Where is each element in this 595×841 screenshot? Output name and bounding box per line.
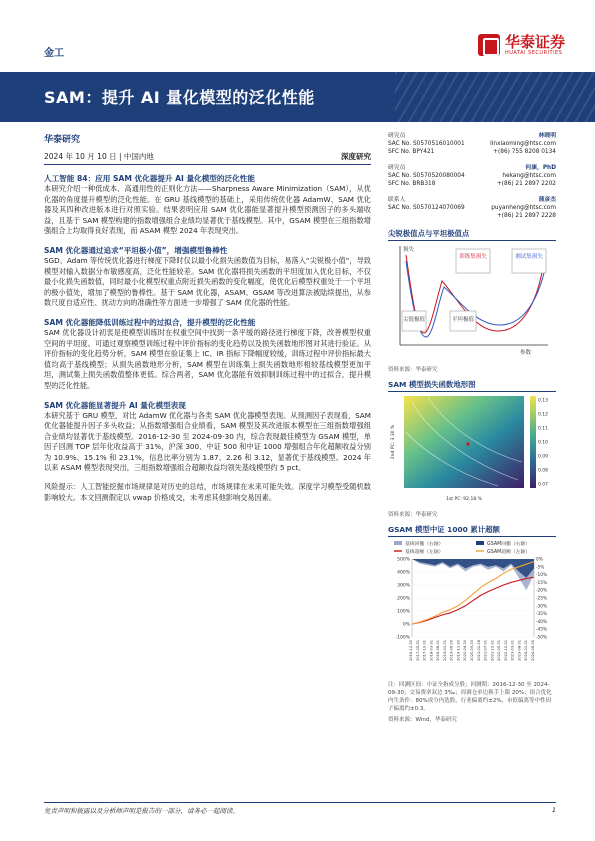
section-body: 本研究基于 GRU 模型，对比 AdamW 优化器与各类 SAM 优化器模型表现。从预测因子表现看，SAM 优化器能提升因子多头收益；从指数增强组合业绩看，SAM 模型及其改进版本模型在三组指数增强组合业绩均显著优于基线模型。2016-12-30 至 2024-09-30 内，综合表现最佳模型为 GSAM 模型，单因子回测 TOP 层年化收益高于 31%，沪深 300、中证 500 和中证 1000 增强组合年化超额收益分别为 10.9%、15.1% 和 23.1%，信息比率分别为 1.87、2.26 和 3.12，显著优于基线模型。2024 年以来 ASAM 模型表现突出，三组指数增强组合超额收益均领先基线模型约 5 pct。: [44, 410, 371, 473]
x-tick-label: 2024-01-31: [524, 640, 529, 661]
x-tick-label: 2021-07-31: [483, 640, 488, 661]
test-legend-label: 测试集损失: [515, 254, 543, 260]
x-tick-label: 2016-12-30: [409, 640, 413, 661]
section-body: 本研究介绍一种低成本、高通用性的正则化方法——Sharpness Aware Minimization（SAM），从优化器的角度提升模型的泛化性能。在 GRU 基线模型的基础上，采用传统优化器 AdamW、SAM 优化器及其四种改进版本进行对照实验。结果表明应用 SAM 优化器能显著提升模型预测因子的多头端收益，且基于 SAM 模型构建的指数增强组合业绩均显著优于基线模型。其中，GSAM 模型在三组指数增强组合上均取得良好表现，而 ASAM 模型 2024 年表现突出。: [44, 184, 371, 236]
right-tick-label: -40%: [536, 619, 548, 625]
logo-icon: [478, 34, 500, 56]
section-performance: [44, 400, 371, 475]
analyst-email[interactable]: hekang@htsc.com: [502, 173, 556, 179]
excess-line: [412, 577, 534, 624]
figure1-title: 尖锐极值点与平坦极值点: [388, 228, 556, 241]
section-body: SGD、Adam 等传统优化器进行梯度下降时仅以最小化损失函数值为目标，易落入“尖锐极小值”，导致模型对输入数据分布敏感度高，泛化性能较差。SAM 优化器将损失函数的平坦度加入优化目标，不仅最小化损失函数值，同时最小化模型权重点附近损失函数的变化幅度，使优化后模型权重处于一个平坦的极小值处，增加了模型的鲁棒性。基于 SAM 优化器，ASAM、GSAM 等改进算法被陆续提出，从参数尺度自适应性、扰动方向的准确性等方面进一步增强了 SAM 优化器的性能。: [44, 255, 371, 308]
colorbar: [530, 396, 536, 488]
left-tick-label: 400%: [397, 570, 410, 576]
analyst-role: 研究员: [388, 165, 406, 171]
page-footer: [44, 802, 556, 815]
analyst-name: 何康，PhD: [525, 165, 556, 171]
title-banner: [0, 72, 595, 122]
left-tick-label: -100%: [395, 635, 410, 641]
analyst-email[interactable]: linxiaoming@htsc.com: [490, 141, 556, 147]
colorbar-tick-label: 0.13: [538, 398, 549, 404]
minimum-point: [466, 442, 469, 445]
right-tick-label: -20%: [536, 588, 548, 594]
right-tick-label: -15%: [536, 580, 548, 586]
figure2-title: SAM 模型损失函数地形图: [388, 379, 556, 392]
figure3-title: GSAM 模型中证 1000 累计超额: [388, 524, 556, 537]
analyst-role: 研究员: [388, 133, 406, 139]
section-heading: SAM 优化器通过追求“平坦极小值”，增强模型鲁棒性: [44, 245, 228, 255]
brand-label: 华泰研究: [44, 135, 81, 145]
x-tick-label: 2023-03-31: [510, 640, 515, 661]
diagram-x-label: 参数: [520, 350, 532, 356]
left-tick-label: 200%: [397, 596, 410, 602]
x-tick-label: 2020-04-30: [463, 640, 468, 661]
report-type: 深度研究: [341, 152, 371, 161]
page-title: SAM：提升 AI 量化模型的泛化性能: [44, 88, 315, 107]
disclaimer: 免责声明和披露以及分析师声明是报告的一部分，请务必一起阅读。: [44, 807, 239, 815]
x-tick-label: 2017-10-31: [422, 640, 427, 661]
section-summary: [44, 173, 371, 237]
colorbar-tick-label: 0.11: [538, 426, 549, 432]
section-flat-minima: [44, 245, 371, 309]
left-tick-label: 100%: [397, 609, 410, 615]
figure3-note: 注：回测区间：中证全指成分股；回测期：2016-12-30 至 2024-09-30；交易费率双边 3‰；周调仓单边换手上限 20%；组合优化内生条件：80%成分内选股，行业偏离约±2%，市值偏离等中性因子偏离约±0.3。: [388, 682, 552, 712]
company-logo: [478, 34, 565, 56]
diagram-y-label: 损失: [403, 247, 415, 253]
legend-swatch: [476, 541, 484, 545]
colorbar-ticks: [538, 398, 548, 488]
section-risk: [44, 482, 371, 503]
x-tick-label: 2021-02-28: [476, 640, 481, 661]
section-heading: SAM 优化器能显著提升 AI 量化模型表现: [44, 400, 186, 410]
date-line: 2024 年 10 月 10 日 | 中国内地 深度研究: [44, 151, 371, 165]
x-tick-label: 2017-05-31: [415, 640, 420, 661]
analyst-sac: SAC No. S0570520080004: [388, 173, 465, 179]
colorbar-tick-label: 0.10: [538, 440, 549, 446]
left-tick-label: 0%: [402, 622, 410, 628]
colorbar-tick-label: 0.07: [538, 482, 549, 488]
left-tick-label: 300%: [397, 583, 410, 589]
right-tick-label: -35%: [536, 612, 548, 618]
section-body: SAM 优化器设计初衷是使模型训练时在权重空间中找到一条平缓的路径进行梯度下降，改善模型权重空间的平坦度。可通过观察模型训练过程中评价指标的变化趋势以及损失函数地形图对其进行验证。从评价指标的变化趋势分析，SAM 模型在验证集上 IC、IR 指标下降幅度较缓，训练过程中评价指标最大值均高于基线模型；从损失函数地形分析，SAM 模型在训练集上损失函数地形相较基线模型更加平坦，测试集上损失函数值整体更低。综合两者，SAM 优化器能有效抑制训练过程中的过拟合，提升模型的泛化性能。: [44, 327, 371, 390]
analyst-role: 联系人: [388, 197, 406, 203]
x-tick-label: 2018-08-31: [436, 640, 441, 661]
legend-label: GSAM回撤（右轴）: [487, 542, 531, 547]
analyst-sac: SAC No. S0570516010001: [388, 141, 465, 147]
right-tick-label: -30%: [536, 604, 548, 610]
legend-label: 基线回撤（右轴）: [405, 542, 444, 547]
analyst-phone: +(86) 21 2897 2202: [496, 181, 556, 187]
sharp-label: 尖锐极值: [402, 317, 426, 323]
section-overfitting: [44, 317, 371, 392]
right-tick-label: -25%: [536, 596, 548, 602]
excess-return-chart: [388, 537, 556, 677]
x-tick-label: 2018-03-31: [429, 640, 434, 661]
right-tick-label: -50%: [536, 635, 548, 641]
train-legend-box: [456, 249, 490, 273]
x-tick-label: 2024-06-30: [531, 640, 535, 661]
figure2-source: 资料来源：华泰研究: [388, 512, 438, 518]
right-tick-label: -10%: [536, 573, 548, 579]
legend-label: 基线超额（左轴）: [405, 550, 444, 555]
x-tick-label: 2023-08-31: [517, 640, 522, 661]
section-heading: SAM 优化器能降低训练过程中的过拟合，提升模型的泛化性能: [44, 317, 256, 327]
legend-label: GSAM超额（左轴）: [487, 550, 531, 555]
minima-diagram: [388, 241, 556, 359]
main-column: [44, 132, 371, 503]
analyst-sac: SAC No. S0570124070069: [388, 205, 465, 211]
analyst-name: 林晓明: [538, 133, 556, 139]
landscape-x-label: 1st PC: 92.18 %: [446, 497, 482, 502]
test-legend-box: [512, 249, 546, 273]
colorbar-tick-label: 0.08: [538, 468, 549, 474]
colorbar-tick-label: 0.12: [538, 412, 549, 418]
right-tick-label: 0%: [536, 557, 543, 563]
x-tick-label: 2022-05-31: [497, 640, 502, 661]
analyst-phone: +(86) 755 8208 0134: [493, 149, 556, 155]
colorbar-tick-label: 0.09: [538, 454, 549, 460]
x-tick-label: 2019-11-30: [456, 640, 461, 661]
x-tick-label: 2019-01-31: [442, 640, 447, 661]
legend-swatch: [394, 541, 402, 545]
logo-text-cn: 华泰证券: [504, 32, 565, 51]
flat-label: 平坦极值: [451, 317, 475, 323]
analyst-card: [388, 132, 556, 156]
section-heading: 人工智能 84：应用 SAM 优化器提升 AI 量化模型的泛化性能: [44, 174, 255, 183]
landscape-y-label: 2nd PC: 3.30 %: [391, 424, 396, 460]
right-tick-label: -5%: [536, 565, 545, 571]
banner-stripes: [395, 72, 595, 122]
figure3-source: 资料来源：Wind，华泰研究: [388, 717, 457, 723]
analyst-phone: +(86) 21 2897 2228: [496, 213, 556, 219]
analyst-email[interactable]: puyanheng@htsc.com: [491, 205, 556, 211]
right-tick-label: -45%: [536, 627, 548, 633]
sidebar: [388, 132, 556, 723]
page-header: [0, 0, 595, 70]
x-tick-label: 2022-10-31: [503, 640, 508, 661]
train-legend-label: 训练集损失: [459, 254, 487, 260]
analyst-card: [388, 196, 556, 220]
risk-warning: 风险提示：人工智能挖掘市场规律是对历史的总结，市场规律在未来可能失效。深度学习模型受随机数影响较大。本文回测假定以 vwap 价格成交，未考虑其他影响交易因素。: [44, 482, 371, 502]
loss-landscape: [388, 392, 556, 504]
analyst-sfc: SFC No. BRB318: [388, 181, 436, 187]
landscape-heatmap: [404, 396, 524, 488]
report-date: 2024 年 10 月 10 日: [44, 152, 117, 161]
analyst-name: 蒲彦杰: [538, 197, 556, 203]
logo-text-en: HUATAI SECURITIES: [504, 49, 563, 56]
x-tick-label: 2019-06-30: [449, 640, 454, 661]
figure1-source: 资料来源：华泰研究: [388, 367, 438, 373]
left-tick-label: 500%: [397, 557, 410, 563]
sector-label: 金工: [44, 48, 64, 59]
x-tick-label: 2021-12-31: [490, 640, 495, 661]
report-region: 中国内地: [123, 152, 154, 161]
analyst-card: [388, 164, 556, 188]
analyst-sfc: SFC No. BPY421: [388, 149, 435, 155]
page-number: 1: [551, 806, 556, 814]
x-tick-label: 2020-09-30: [470, 640, 474, 661]
